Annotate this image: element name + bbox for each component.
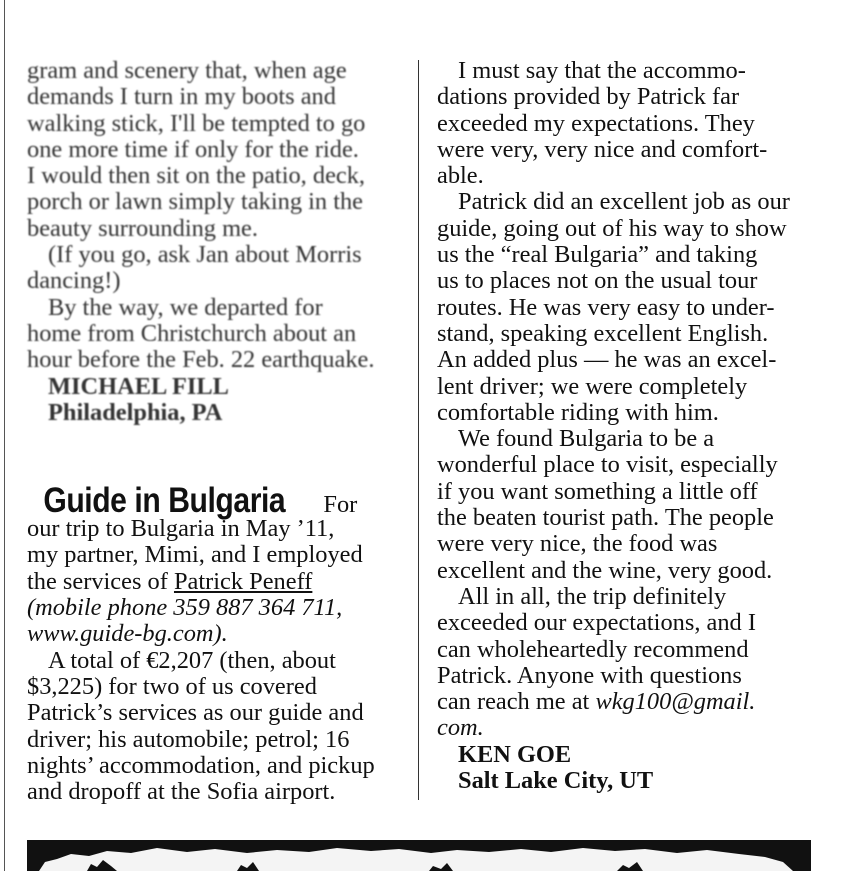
- text-line: (If you go, ask Jan about Morris: [48, 241, 362, 269]
- text-line: demands I turn in my boots and: [27, 83, 336, 111]
- text-line: home from Christchurch about an: [27, 319, 357, 347]
- letter-headline-row: [27, 481, 399, 522]
- intro-lead: For: [323, 491, 358, 519]
- text-line: wonderful place to visit, especially: [437, 451, 778, 479]
- text-line: Patrick’s services as our guide and: [27, 699, 364, 727]
- services-prefix: the services of: [27, 567, 174, 595]
- text-line: exceeded my expectations. They: [437, 109, 755, 137]
- text-line: [27, 569, 399, 595]
- text-line: my partner, Mimi, and I employed: [27, 541, 363, 569]
- text-line: porch or lawn simply taking in the: [27, 188, 363, 216]
- text-line: We found Bulgaria to be a: [458, 425, 715, 453]
- text-line: gram and scenery that, when age: [27, 57, 347, 84]
- text-line: I would then sit on the patio, deck,: [27, 162, 366, 190]
- text-line: By the way, we departed for: [48, 293, 323, 321]
- text-line: hour before the Feb. 22 earthquake.: [27, 346, 375, 374]
- reach-prefix: can reach me at: [437, 688, 596, 716]
- text-line: Patrick did an excellent job as our: [458, 188, 790, 216]
- text-line: driver; his automobile; petrol; 16: [27, 725, 350, 753]
- text-line: stand, speaking excellent English.: [437, 319, 769, 347]
- text-line: were very, very nice and comfort-: [437, 135, 768, 163]
- guide-name-link[interactable]: Patrick Peneff: [173, 567, 313, 595]
- text-line: Patrick. Anyone with questions: [437, 661, 742, 689]
- text-line: [437, 689, 809, 715]
- email-part-1[interactable]: wkg100@gmail.: [595, 688, 756, 716]
- text-line: us the “real Bulgaria” and taking: [437, 241, 758, 269]
- text-line: our trip to Bulgaria in May ’11,: [27, 515, 335, 543]
- text-line: exceeded our expectations, and I: [437, 609, 756, 637]
- previous-letter-ending: [27, 58, 399, 426]
- left-column: [27, 58, 399, 805]
- right-column: [437, 58, 809, 794]
- text-line: were very nice, the food was: [437, 530, 718, 558]
- text-line: All in all, the trip definitely: [458, 582, 727, 610]
- previous-author-name: MICHAEL FILL: [48, 372, 229, 400]
- text-line: I must say that the accommo-: [458, 57, 746, 84]
- text-line: lent driver; we were completely: [437, 372, 748, 400]
- text-line: the beaten tourist path. The people: [437, 504, 774, 532]
- letter-headline: Guide in Bulgaria: [43, 481, 286, 521]
- text-line: dations provided by Patrick far: [437, 83, 740, 111]
- text-line: if you want something a little off: [437, 477, 758, 505]
- text-line: walking stick, I'll be tempted to go: [27, 109, 366, 137]
- email-part-2[interactable]: com.: [437, 714, 484, 742]
- contact-website[interactable]: www.guide-bg.com).: [27, 620, 228, 648]
- text-line: $3,225) for two of us covered: [27, 672, 317, 700]
- text-line: dancing!): [27, 267, 121, 295]
- author-location: Salt Lake City, UT: [458, 767, 654, 795]
- contact-phone: (mobile phone 359 887 364 711,: [27, 594, 343, 622]
- text-line: guide, going out of his way to show: [437, 214, 787, 242]
- column-divider: [418, 60, 419, 800]
- text-line: can wholeheartedly recommend: [437, 635, 749, 663]
- text-line: one more time if only for the ride.: [27, 135, 359, 163]
- text-line: comfortable riding with him.: [437, 398, 719, 426]
- text-line: and dropoff at the Sofia airport.: [27, 778, 336, 806]
- text-line: excellent and the wine, very good.: [437, 556, 773, 584]
- author-name: KEN GOE: [458, 740, 572, 768]
- text-line: An added plus — he was an excel-: [437, 346, 777, 374]
- text-line: us to places not on the usual tour: [437, 267, 758, 295]
- text-line: routes. He was very easy to under-: [437, 293, 775, 321]
- page-margin-rule: [4, 0, 5, 871]
- text-line: able.: [437, 162, 484, 190]
- torn-banner-graphic: [27, 840, 811, 871]
- text-line: beauty surrounding me.: [27, 214, 258, 242]
- previous-author-location: Philadelphia, PA: [48, 398, 223, 426]
- text-line: A total of €2,207 (then, about: [48, 646, 336, 674]
- text-line: nights’ accommodation, and pickup: [27, 751, 375, 779]
